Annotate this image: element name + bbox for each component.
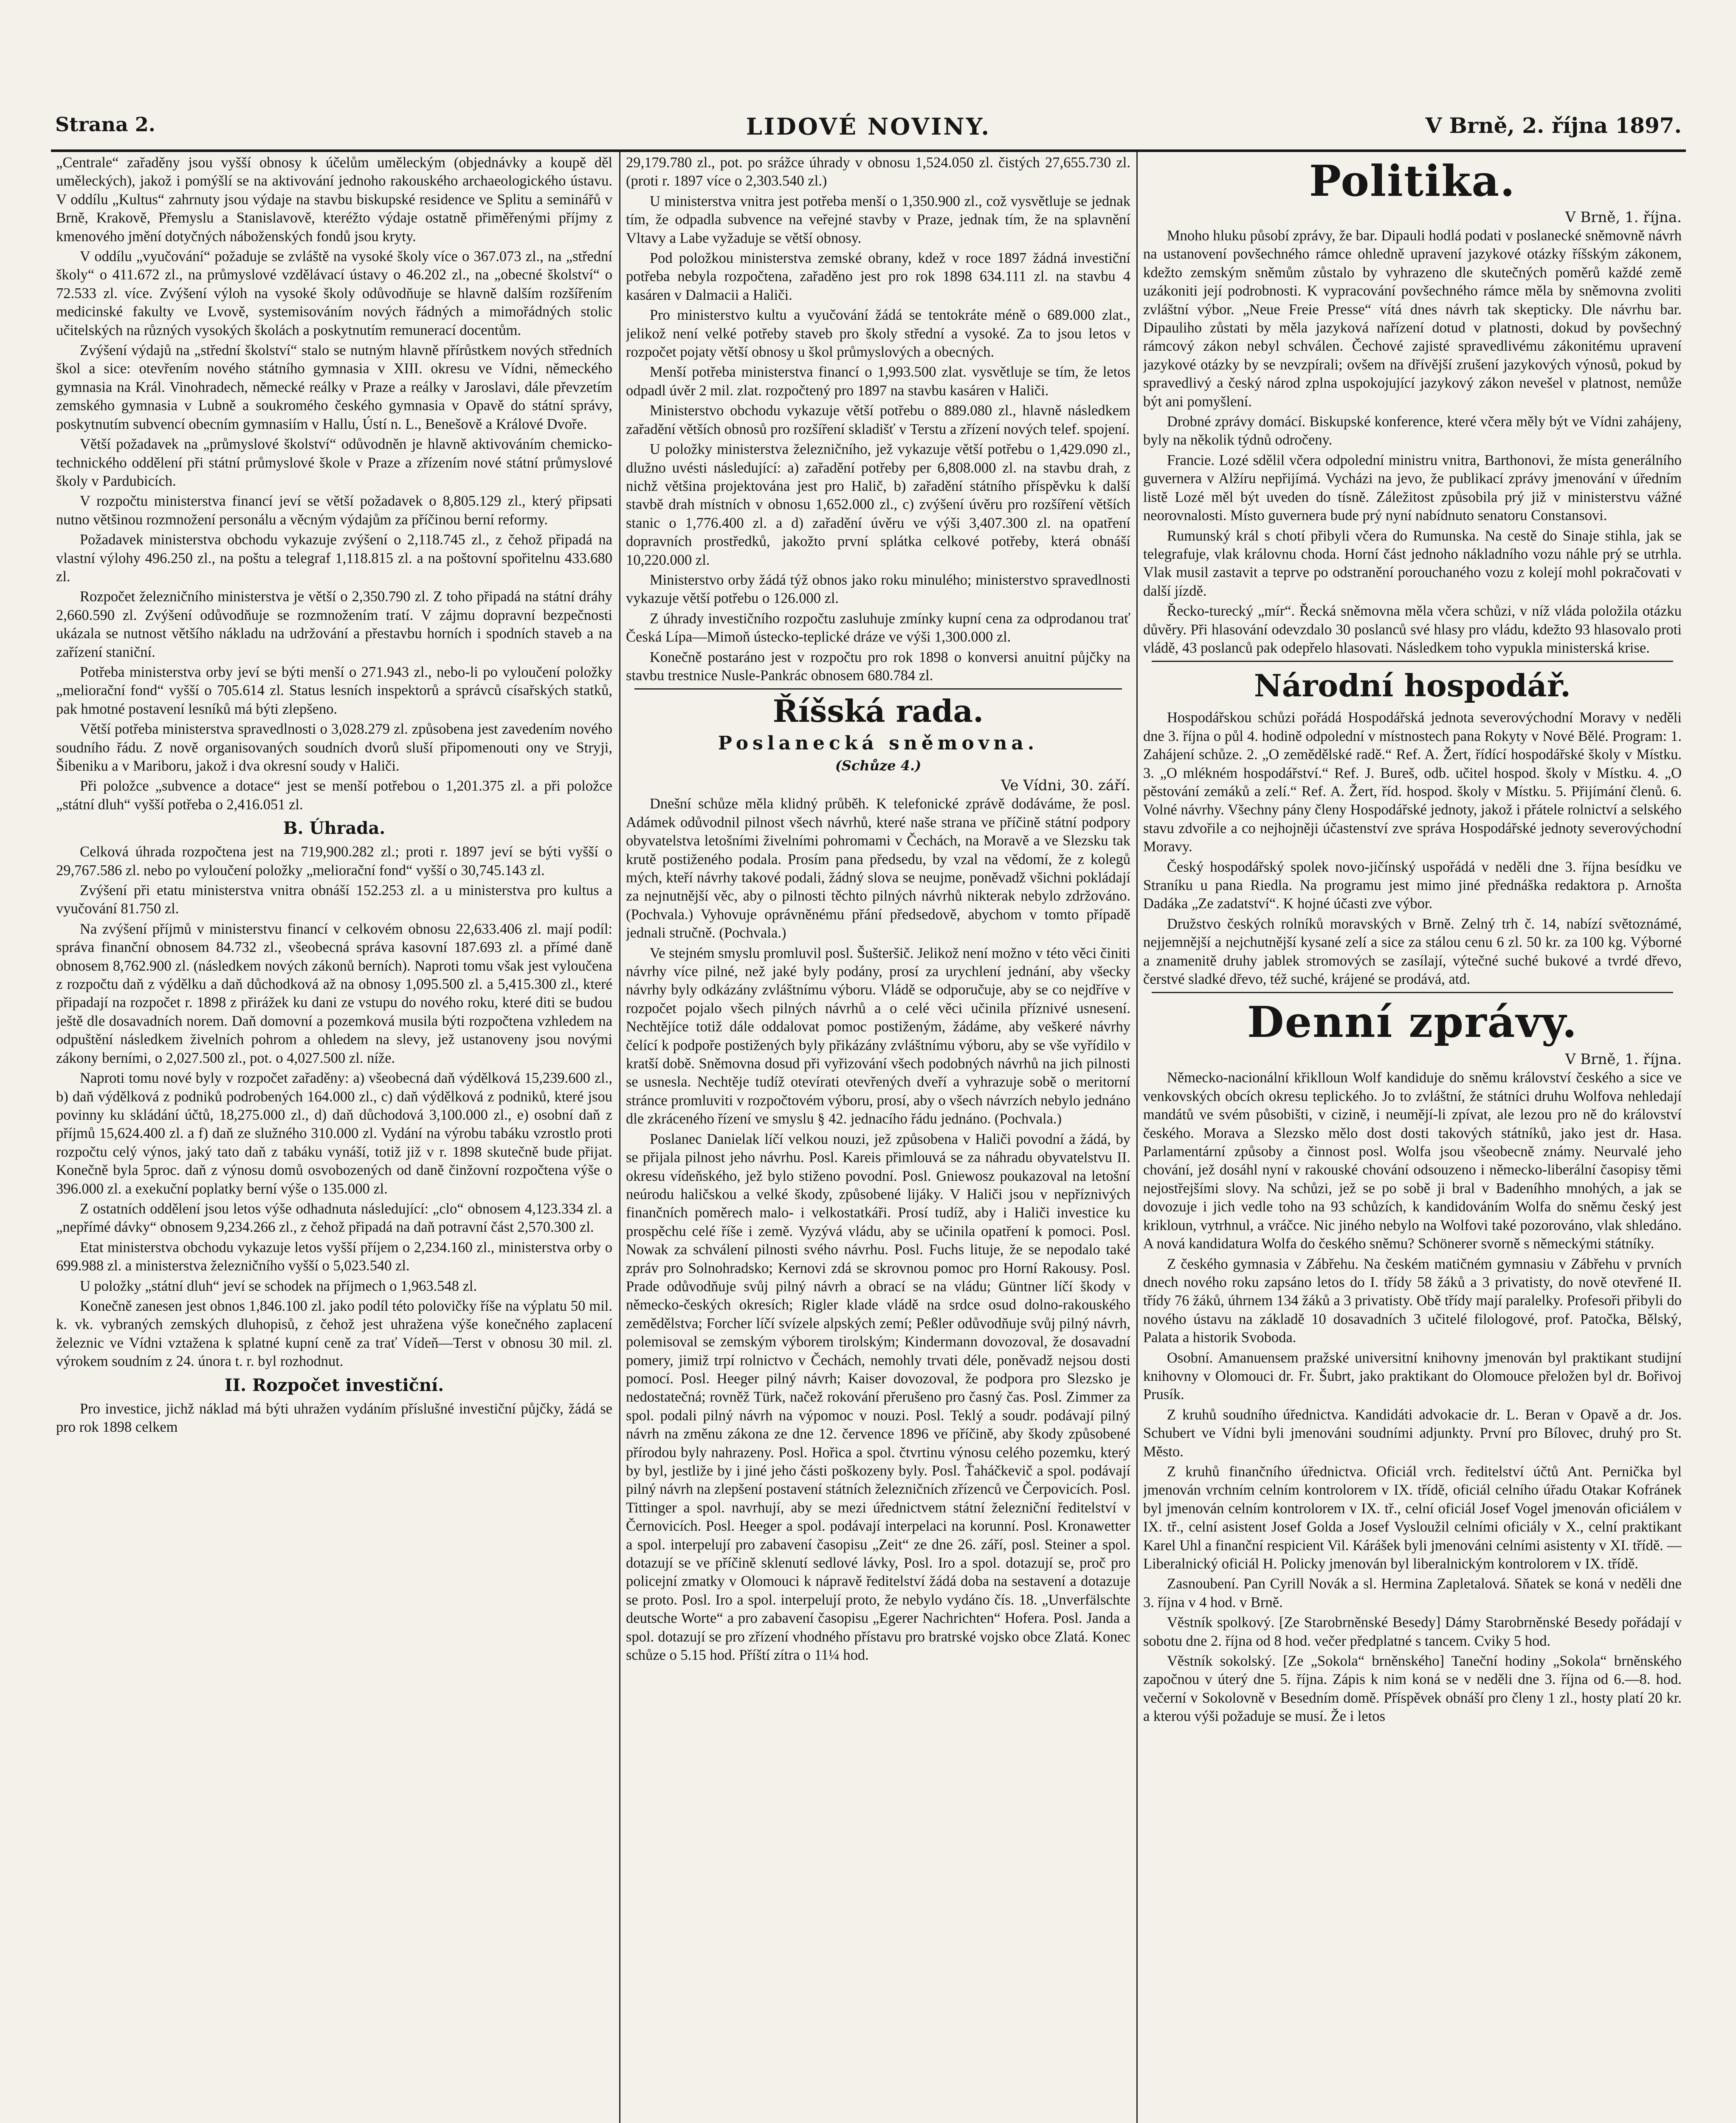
article-paragraph: Pod položkou ministerstva zemské obrany, kdež v roce 1897 žádná investiční potřeba nebyla rozpočtena, zařaděno jest pro rok 1898 634.111 zl. na stavbu 4 kasáren v Dalmacii a Haliči. bbox=[626, 250, 1130, 303]
header-rule bbox=[51, 149, 1686, 152]
article-paragraph: V oddílu „vyučování“ požaduje se zvláště na vysoké školy více o 367.073 zl., na „střední školy“ o 411.672 zl., na průmyslové vzdělávací ústavy o 46.202 zl., na „obecné školství“ o 72.533 zl. více. Zvýšení výloh na vysoké školy odůvodňuje se hlavně dalším rozšířením medicinské fakulty ve Lvově, systemisováním nových řádných a mimořádných stolic učitelských na různých vysokých školách a poskytnutím remunerací docentům. bbox=[56, 248, 612, 338]
article-paragraph: V rozpočtu ministerstva financí jeví se větší požadavek o 8,805.129 zl., který připsati nutno většinou rozmnožení personálu a věcným výdajům za příčinou berní reformy. bbox=[56, 493, 612, 528]
article-paragraph: Konečně postaráno jest v rozpočtu pro rok 1898 o konversi anuitní půjčky na stavbu trestnice Nusle-Pankrác obnosem 680.784 zl. bbox=[626, 649, 1130, 684]
article-paragraph: Řecko-turecký „mír“. Řecká sněmovna měla včera schůzi, v níž vláda položila otázku důvěry. Při hlasování odevzdalo 30 poslanců své hlasy pro vládu, kdežto 93 hlasovalo proti vládě, 43 poslanců pak odepřelo hlasovati. Následkem toho vypukla ministerská krise. bbox=[1143, 603, 1682, 656]
section-heading-denni-zpravy: Denní zprávy. bbox=[1247, 997, 1578, 1047]
section-heading-risska-rada: Říšská rada. bbox=[772, 693, 984, 729]
article-paragraph: Z českého gymnasia v Zábřehu. Na českém matičném gymnasiu v Zábřehu v prvních dnech nového roku zapsáno letos do I. třídy 58 žáků a 3 privatisty, do nově otevřené II. třídy 76 žáků, úhrnem 134 žáků a 3 privatisty. Obě třídy mají paralelky. Profesoři přibyli do nového ústavu na základě 10 dosavadních 3 učitelé filologové, prof. Patočka, Bělský, Palata a historik Svoboda. bbox=[1143, 1256, 1682, 1346]
section-heading-investicni: II. Rozpočet investiční. bbox=[224, 1375, 444, 1395]
section-divider bbox=[634, 688, 1122, 690]
dateline: V Brně, 2. října 1897. bbox=[1425, 113, 1682, 138]
article-paragraph: Požadavek ministerstva obchodu vykazuje zvýšení o 2,118.745 zl., z čehož připadá na vlastní výlohy 496.250 zl., na poštu a telegraf 1,118.815 zl. a na poštovní spořitelnu 433.680 zl. bbox=[56, 532, 612, 585]
article-paragraph: Dnešní schůze měla klidný průběh. K telefonické zprávě dodáváme, že posl. Adámek odůvodnil pilnost všech návrhů, které naše strana ve příčině státní podpory obyvatelstva letošními živelními pohromami v Čechách, na Moravě a ve Slezsku tak krutě postiženého podala. Prosím pana předsedu, by vzal na vědomí, že z kolegů mých, kteří návrhy takové podali, žádný slova se neujme, poněvadž všichni pokládají za nejnutnější věc, aby o pilnosti těchto pilných návrhů nikterak nebylo zdržováno. (Pochvala.) Vyhovuje oprávněnému přání předsedově, abychom v tomto případě jednali stručně. (Pochvala.) bbox=[626, 796, 1130, 941]
article-paragraph: Osobní. Amanuensem pražské universitní knihovny jmenován byl praktikant studijní knihovny v Olomouci dr. Fr. Šubrt, jako praktikant do Olomouce přeložen byl dr. Bořivoj Prusík. bbox=[1143, 1349, 1682, 1403]
article-paragraph: Z ostatních oddělení jsou letos výše odhadnuta následující: „clo“ obnosem 4,123.334 zl. a „nepřímé dávky“ obnosem 9,234.266 zl., z čehož připadá na daň potravní část 2,570.300 zl. bbox=[56, 1200, 612, 1236]
article-paragraph: Menší potřeba ministerstva financí o 1,993.500 zlat. vysvětluje se tím, že letos odpadl úvěr 2 mil. zlat. rozpočtený pro 1897 na stavbu kasáren v Haliči. bbox=[626, 364, 1130, 399]
page-number: Strana 2. bbox=[55, 113, 155, 136]
section-subheading-snemovna: Poslanecká sněmovna. bbox=[718, 732, 1039, 755]
article-paragraph: Věstník spolkový. [Ze Starobrněnské Besedy] Dámy Starobrněnské Besedy pořádají v sobotu dne 2. října od 8 hod. večer předplatné s tancem. Cviky 5 hod. bbox=[1143, 1614, 1682, 1649]
article-paragraph: Větší požadavek na „průmyslové školství“ odůvodněn je hlavně aktivováním chemicko-technického oddělení při státní průmyslové škole v Praze a zřízením nové státní průmyslové školy v Pardubicích. bbox=[56, 436, 612, 489]
column-3 bbox=[1143, 154, 1682, 2123]
column-rule-1 bbox=[619, 152, 620, 2123]
section-divider bbox=[1152, 992, 1673, 993]
masthead: LIDOVÉ NOVINY. bbox=[746, 113, 991, 140]
column-2 bbox=[626, 154, 1130, 2123]
article-paragraph: Ve stejném smyslu promluvil posl. Šušteršič. Jelikož není možno v této věci činiti návrhy více pilné, než jaké byly podány, prosí za urychlení jednání, aby všecky návrhy byly odkázány zvláštnímu výboru. Vládě se odporučuje, aby se co nejdříve v rozpočet pojalo všech pilných návrhů a o celé věci učinila příznivé usnesení. Nechtějíce totiž dále oddalovat pomoc postiženým, žádáme, aby veškeré návrhy čelící k podpoře postižených byly přikázány zvláštnímu výboru, aby se vše vyřídilo v kratší době. Sněmovna dosud při vyřizování všech podobných návrhů na jich pilnosti se usnesla. Nechtěje tudíž otevírati otevřených dveří a vyhrazuje sobě o meritorní stránce promluviti v rozpočtovém výboru, prosí, aby o všech návrzích nebylo jednáno dle zkráceného řízení ve smyslu § 42. jednacího řádu jednáno. (Pochvala.) bbox=[626, 945, 1130, 1127]
article-paragraph: Zvýšení při etatu ministerstva vnitra obnáší 152.253 zl. a u ministerstva pro kultus a vyučování 81.750 zl. bbox=[56, 882, 612, 917]
article-paragraph: Ministerstvo obchodu vykazuje větší potřebu o 889.080 zl., hlavně následkem zařadění větších obnosů pro rozšíření skladišť v Terstu a zřízení nových telef. spojení. bbox=[626, 403, 1130, 437]
section-heading-narodni-hospodar: Národní hospodář. bbox=[1254, 667, 1571, 704]
article-paragraph: Rumunský král s chotí přibyli včera do Rumunska. Na cestě do Sinaje stihla, jak se telegrafuje, vlak královnu choda. Horní část jednoho nákladního vozu náhle prý se utrhla. Vlak musil zastavit a teprve po odstranění porouchaného vozu z kolejí mohl pokračovati v další jízdě. bbox=[1143, 527, 1682, 599]
denni-dateline: V Brně, 1. října. bbox=[1565, 1051, 1682, 1068]
section-heading-politika: Politika. bbox=[1309, 156, 1516, 206]
article-paragraph: Pro investice, jichž náklad má býti uhražen vydáním příslušné investiční půjčky, žádá se pro rok 1898 celkem bbox=[56, 1400, 612, 1435]
article-paragraph: 29,179.780 zl., pot. po srážce úhrady v obnosu 1,524.050 zl. čistých 27,655.730 zl. (proti r. 1897 více o 2,303.540 zl.) bbox=[626, 155, 1130, 189]
article-paragraph: Etat ministerstva obchodu vykazuje letos vyšší příjem o 2,234.160 zl., ministerstva orby o 699.988 zl. a ministerstva železničního vyšší o 5,023.540 zl. bbox=[56, 1239, 612, 1274]
article-paragraph: Zvýšení výdajů na „střední školství“ stalo se nutným hlavně přírůstkem nových středních škol a sice: otevřením nového státního gymnasia v XIII. okresu ve Vídni, německého gymnasia na Král. Vinohradech, německé reálky v Praze a reálky v Jaroslavi, dále převzetím zemského gymnasia v Lubně a soukromého českého gymnasia v Opavě do státní správy, poskytnutím subvencí obecním gymnasiím v Hallu, Ústí n. L., Benešově a Králové Dvoře. bbox=[56, 342, 612, 432]
article-paragraph: Z kruhů finančního úřednictva. Oficiál vrch. ředitelství účtů Ant. Pernička byl jmenován vrchním celním kontrolorem v IX. třídě, oficiál celního úřadu Otakar Kofránek byl jmenován celním kontrolorem v IX. tř., celní oficiál Josef Vogel jmenován oficiálem v IX. tř., celní asistent Josef Golda a Josef Vysloužil celními oficiály v X., celní praktikant Karel Uhl a finanční respicient Vil. Kárášek byli jmenováni celními asistenty v XI. třídě. — Liberalnický oficiál H. Policky jmenován byl liberalnickým kontrolorem v IX. třídě. bbox=[1143, 1463, 1682, 1572]
page-header bbox=[55, 105, 1682, 148]
rada-dateline: Ve Vídni, 30. září. bbox=[1001, 777, 1130, 794]
article-paragraph: Francie. Lozé sdělil včera odpolední ministru vnitra, Barthonovi, že místa generálního guvernera v Alžíru nepřijímá. Vycházi na jevo, že publikací zprávy jmenování v úředním listě Lozé měl být uveden do tísně. Záležitost způsobila prý již v ministerstvu vážné neorovnalosti. Místo guvernera bude prý nyní nabídnuto senatoru Constansovi. bbox=[1143, 452, 1682, 524]
article-paragraph: Pro ministerstvo kultu a vyučování žádá se tentokráte méně o 689.000 zlat., jelikož není velké potřeby staveb pro školy střední a vysoké. Za to jsou letos v rozpočet pojaty větší obnosy u škol průmyslových a obecných. bbox=[626, 307, 1130, 360]
article-paragraph: Drobné zprávy domácí. Biskupské konference, které včera měly být ve Vídni zahájeny, byly na několik týdnů odročeny. bbox=[1143, 414, 1682, 448]
article-paragraph: U ministerstva vnitra jest potřeba menší o 1,350.900 zl., což vysvětluje se jednak tím, že odpadla subvence na veřejné stavby v Praze, jednak tím, že na splavnění Vltavy a Labe vyžaduje se větší obnosy. bbox=[626, 193, 1130, 246]
column-1 bbox=[56, 154, 612, 2123]
article-paragraph: Potřeba ministerstva orby jeví se býti menší o 271.943 zl., nebo-li po vyloučení položky „meliorační fond“ vyšší o 705.614 zl. Status lesních inspektorů a správců císařských statků, pak hmotné postavení lesníků má býti zlepšeno. bbox=[56, 664, 612, 717]
article-paragraph: Na zvýšení příjmů v ministerstvu financí v celkovém obnosu 22,633.406 zl. mají podíl: správa finanční obnosem 84.732 zl., všeobecná správa kasovní 187.693 zl. a přímé daně obnosem 8,762.900 zl. (následkem nových zákonů berních). Naproti tomu však jest vyloučena z rozpočtu daň z výdělku a daň důchodková až na obnosy 1,095.500 zl. a 5,415.300 zl., které připadají na rozpočet r. 1898 z přirážek ku dani ze vstupu do nového roku, které diti se budou ještě dle dosavadních norem. Daň domovní a pozemková musila býti rozpočtena vzhledem na odpuštění následkem živelních pohrom a ohledem na slevy, jež ustanoveny jsou novými zákony berními, o 2,027.500 zl., pot. o 4,027.500 zl. níže. bbox=[56, 921, 612, 1066]
politika-dateline: V Brně, 1. října. bbox=[1565, 209, 1682, 226]
article-paragraph: Větší potřeba ministerstva spravedlnosti o 3,028.279 zl. způsobena jest zavedením nového soudního řádu. Z nově organisovaných soudních dvorů sluší připomenouti ony ve Stryji, Šibeniku a v Mariboru, jakož i dva okresní soudy v Haliči. bbox=[56, 721, 612, 774]
article-paragraph: Z úhrady investičního rozpočtu zasluhuje zmínky kupní cena za odprodanou trať Česká Lípa—Mimoň ústecko-teplické dráze ve výši 1,300.000 zl. bbox=[626, 610, 1130, 645]
article-paragraph: Český hospodářský spolek novo-jičínský uspořádá v neděli dne 3. října besídku ve Straníku u pana Riedla. Na programu jest mimo jiné přednáška redaktora p. Arnošta Dadáka „Ze zadatství“. K hojné účasti zve výbor. bbox=[1143, 859, 1682, 912]
article-paragraph: Při položce „subvence a dotace“ jest se menší potřebou o 1,201.375 zl. a při položce „státní dluh“ vyšší potřeba o 2,416.051 zl. bbox=[56, 778, 612, 813]
article-paragraph: Z kruhů soudního úřednictva. Kandidáti advokacie dr. L. Beran v Opavě a dr. Jos. Schubert ve Vídni byli jmenováni soudními adjunkty. První pro Bílovec, druhý pro St. Město. bbox=[1143, 1406, 1682, 1460]
article-paragraph: U položky „státní dluh“ jeví se schodek na příjmech o 1,963.548 zl. bbox=[80, 1278, 477, 1294]
article-paragraph: Zasnoubení. Pan Cyrill Novák a sl. Hermina Zapletalová. Sňatek se koná v neděli dne 3. října v 4 hod. v Brně. bbox=[1143, 1576, 1682, 1611]
article-paragraph: Hospodářskou schůzi pořádá Hospodářská jednota severovýchodní Moravy v neděli dne 3. října o půl 4. hodině odpolední v místnostech pana Rokyty v Nové Bělé. Program: 1. Zahájení schůze. 2. „O zemědělské radě.“ Ref. A. Žert, řídící hospodářské školy v Místku. 3. „O mlékném hospodářství.“ Ref. J. Bureš, odb. učitel hospod. školy v Místku. 4. „O pěstování zemáků a zelí.“ Ref. A. Žert, říd. hospod. školy v Místku. 5. Přijímání členů. 6. Volné návrhy. Všechny pány členy Hospodářské jednoty, jakož i přátele rolnictví a selského stavu zdvořile a co nejhojněji účastenství zve správa Hospodářské jednoty severovýchodní Moravy. bbox=[1143, 710, 1682, 855]
article-paragraph: Konečně zanesen jest obnos 1,846.100 zl. jako podíl této polovičky říše na výplatu 50 mil. k. vk. vybraných zemských dluhopisů, z čehož jest uhražena výše konečného zaplacení železnic ve Vídni vztažena k splatné kupní ceně za trať Vídeň—Terst v obnosu 30 mil. zl. výrokem soudním z 24. února t. r. byl rozhodnut. bbox=[56, 1298, 612, 1370]
section-heading-uhrada: B. Úhrada. bbox=[283, 818, 386, 839]
article-paragraph: Ministerstvo orby žádá týž obnos jako roku minulého; ministerstvo spravedlnosti vykazuje větší potřebu o 126.000 zl. bbox=[626, 572, 1130, 607]
article-paragraph: Mnoho hluku působí zprávy, že bar. Dipauli hodlá podati v poslanecké sněmovně návrh na ustanovení povšechného rámce ohledně upravení jazykové otázky říšským zákonem, kdežto zemským sněmům zůstalo by vyhrazeno dle skutečných poměrů každé země uzákoniti její podrobnosti. K vypracování povšechného rámce měla by sněmovna zvoliti zvláštní výbor. „Neue Freie Presse“ vítá dnes návrh tak skepticky. Dle návrhu bar. Dipauliho zůstati by měla jazyková nařízení dotud v platnosti, dokud by povšechný rámcový zákon nebyl schválen. Čechové zajisté spravedlivému zákonitému upravení jazykové otázky by se nevzpírali; ovšem na dřívější zrušení jazykových výnosů, pokud by spravedlivý a český národ zplna uspokojující jazykový zákon nevešel v platnost, nemůže být ani pomyšlení. bbox=[1143, 228, 1682, 410]
article-paragraph: Poslanec Danielak líčí velkou nouzi, jež způsobena v Haliči povodní a žádá, by se přijala pilnost jeho návrhu. Posl. Kareis přimlouvá se za náhradu obyvatelstvu II. okresu vídeňského, jež bylo stiženo povodní. Posl. Gniewosz poukazoval na letošní neúrodu haličskou a velké škody, způsobené lijáky. V Haliči jsou v nepříznivých finančních poměrech malo- i velkostatkáři. Prosí tudíž, aby i Haliči investice ku prospěchu celé říše i země. Vyzývá vládu, aby se učinila opatření k pomoci. Posl. Nowak za schválení pilnosti svého návrhu. Posl. Fuchs lituje, že se nepodalo také zpráv pro Solnohradsko; Kernovi zdá se skrovnou pomoc pro Horní Rakousy. Posl. Prade odůvodňuje svůj pilný návrh a obrací se na vládu; Güntner líčí škody v německo-českých okresích; Rigler klade vládě na srdce osud dolno-rakouského zemědělstva; Forcher líčí svízele alpských zemí; Peßler odůvodňuje svůj pilný návrh, polemisoval se zemským výborem tirolským; Kindermann dovozoval, že dosavadní pomery, jimiž trpí rolnictvo v Čechách, nemohly trvati déle, poněvadž nejsou dosti pomocí. Posl. Heeger pilný návrh; Kaiser dovozoval, že podpora pro Slezsko je nedostatečná; rovněž Türk, načež rokování přerušeno pro časný čas. Posl. Zimmer za spol. podali pilný návrh na výpomoc v nouzi. Posl. Teklý a soudr. podávají pilný návrh na změnu zákona ze dne 12. července 1896 ve příčině, aby škody způsobené přírodou byly nahrazeny. Posl. Hořica a spol. čtvrtinu výnosu celého pozemku, který by byl, jestliže by i jiné jeho části poškozeny byly. Posl. Ťaháčkevič a spol. podávají pilný návrh na zlepšení postavení státních železničních zřízenců ve Čerpovicích. Posl. Tittinger a spol. navrhují, aby se mezi úřednictvem státní železniční ředitelství v Černovicích. Posl. Heeger a spol. podávají interpelaci na korunní. Posl. Kronawetter a spol. interpelují pro zabavení časopisu „Zeit“ ze dne 26. září, posl. Steiner a spol. dotazují se ve příčině sklenutí sedlové lávky, Posl. Iro a spol. dotazují se, proč pro policejní zmatky v Olomouci k nápravě ředitelství žádá doba na sestavení a dotazuje se proto. Posl. Iro a spol. interpelují proto, že nebylo vydáno čís. 18. „Unverfälschte deutsche Worte“ a pro zabavení časopisu „Egerer Nachrichten“ Hofera. Posl. Janda a spol. dotazují se pro zřízení vhodného přístavu pro bratrské vojsko obce Zlatá. Konec schůze o 5.15 hod. Příští zítra o 11¼ hod. bbox=[626, 1131, 1130, 1664]
session-label: (Schůze 4.) bbox=[835, 757, 922, 774]
article-paragraph: Družstvo českých rolníků moravských v Brně. Zelný trh č. 14, nabízí světoznámé, nejjemnější a nejchutnější kysané zelí a sice za stálou cenu 6 zl. 50 kr. za 100 kg. Výborné a znamenitě druhy jablek stromových se zasílají, výtečné suché bukové a tvrdé dřevo, čerstvé sladké dřevo, též suché, krájené se prodává, atd. bbox=[1143, 915, 1682, 988]
article-paragraph: Německo-nacionální křiklloun Wolf kandiduje do sněmu království českého a sice ve venkovských obcích okresu teplického. Jo to zvláštní, že státníci druhu Wolfova nehledají mandátů ve svém působišti, v cizině, i neumějí-li zpívat, ale lezou pro ně do království českého. Morava a Slezsko mělo dost dosti takových státníků, jako jest dr. Hasa. Parlamentární způsoby a činnost posl. Wolfa jsou všeobecně známy. Neurvalé jeho chování, jež dosáhl nyní v rakouské chování odsouzeno i německo-liberální časopisy těmi nejostřejšími slovy. Na schůzi, jež se po sobě ji bral v Badeníhho mnohých, a jak se dovozuje i jich vedle toho na 93 schůzích, k kandidováním Wolfa do sněmu český jest krikloun, vytrhnul, a vráčce. Nic jiného nebylo na Wolfovi také pozorováno, vlak shledáno. A nová kandidatura Wolfa do českého sněmu? Schönerer svorně s německými státníky. bbox=[1143, 1070, 1682, 1252]
article-paragraph: Věstník sokolský. [Ze „Sokola“ brněnského] Taneční hodiny „Sokola“ brněnského započnou v úterý dne 5. října. Zápis k nim koná se v neděli dne 3. října od 6.—8. hod. večerní v Sokolovně v Besedním domě. Příspěvek obnáší pro členy 1 zl., hosty platí 20 kr. a kterou výši požaduje se musí. Že i letos bbox=[1143, 1653, 1682, 1725]
article-paragraph: „Centrale“ zařaděny jsou vyšší obnosy k účelům uměleckým (objednávky a koupě děl uměleckých), jakož i pomýšlí se na aktivování jednoho rakouského archaeologického ústavu. V oddílu „Kultus“ zahrnuty jsou výdaje na stavbu biskupské residence ve Splitu a seminářů v Brně, Krakově, Přemyslu a Stanislavově, kteréžto výdaje ostatně přiměřenými příjmy z kmenového jmění dotyčných náboženských fondů jsou kryty. bbox=[56, 155, 612, 245]
article-paragraph: Rozpočet železničního ministerstva je větší o 2,350.790 zl. Z toho připadá na státní dráhy 2,660.590 zl. Zvýšení odůvodňuje se rozmnožením tratí. V zájmu dopravní bezpečnosti ukázala se nutnost většího nákladu na udržování a přestavbu horních i spodních staveb a na zařízení staniční. bbox=[56, 588, 612, 660]
section-divider bbox=[1152, 661, 1673, 662]
article-paragraph: U položky ministerstva železničního, jež vykazuje větší potřebu o 1,429.090 zl., dlužno uvésti následující: a) zařadění potřeby per 6,808.000 zl. na stavbu drah, z nichž většina projektována jest pro Halič, b) zařadění státního příspěvku k další stavbě drah místních v obnosu 1,652.000 zl., c) zvýšení úvěru pro rozšíření větších stanic o 1,776.400 zl. a d) zařadění úvěru ve výši 3,407.300 zl. na opatření dopravních prostředků, jakožto první splátka celkové potřeby, která obnáší 10,220.000 zl. bbox=[626, 441, 1130, 568]
article-paragraph: Naproti tomu nové byly v rozpočet zařaděny: a) všeobecná daň výdělková 15,239.600 zl., b) daň výdělková z podniků podrobených 164.000 zl., c) daň výdělková z podniků, které jsou povinny ku skládání účtů, 18,275.000 zl., d) daň důchodová 3,100.000 zl., e) osobní daň z příjmů 15,624.400 zl. a f) daň ze služného 310.000 zl. Vydání na výrobu tabáku vzrostlo proti rozpočtu celý výnos, jaký tato daň z tabáku vynáší, totiž již v r. 1898 skutečně bude přijat. Konečně byla 5proc. daň z výnosu domů osvobozených od daně činžovní rozpočtena výše o 396.000 zl. a exekuční poplatky berní výše o 135.000 zl. bbox=[56, 1070, 612, 1197]
article-paragraph: Celková úhrada rozpočtena jest na 719,900.282 zl.; proti r. 1897 jeví se býti vyšší o 29,767.586 zl. nebo po vyloučení položky „meliorační fond“ vyšší o 30,745.143 zl. bbox=[56, 844, 612, 878]
column-rule-2 bbox=[1136, 152, 1138, 2123]
